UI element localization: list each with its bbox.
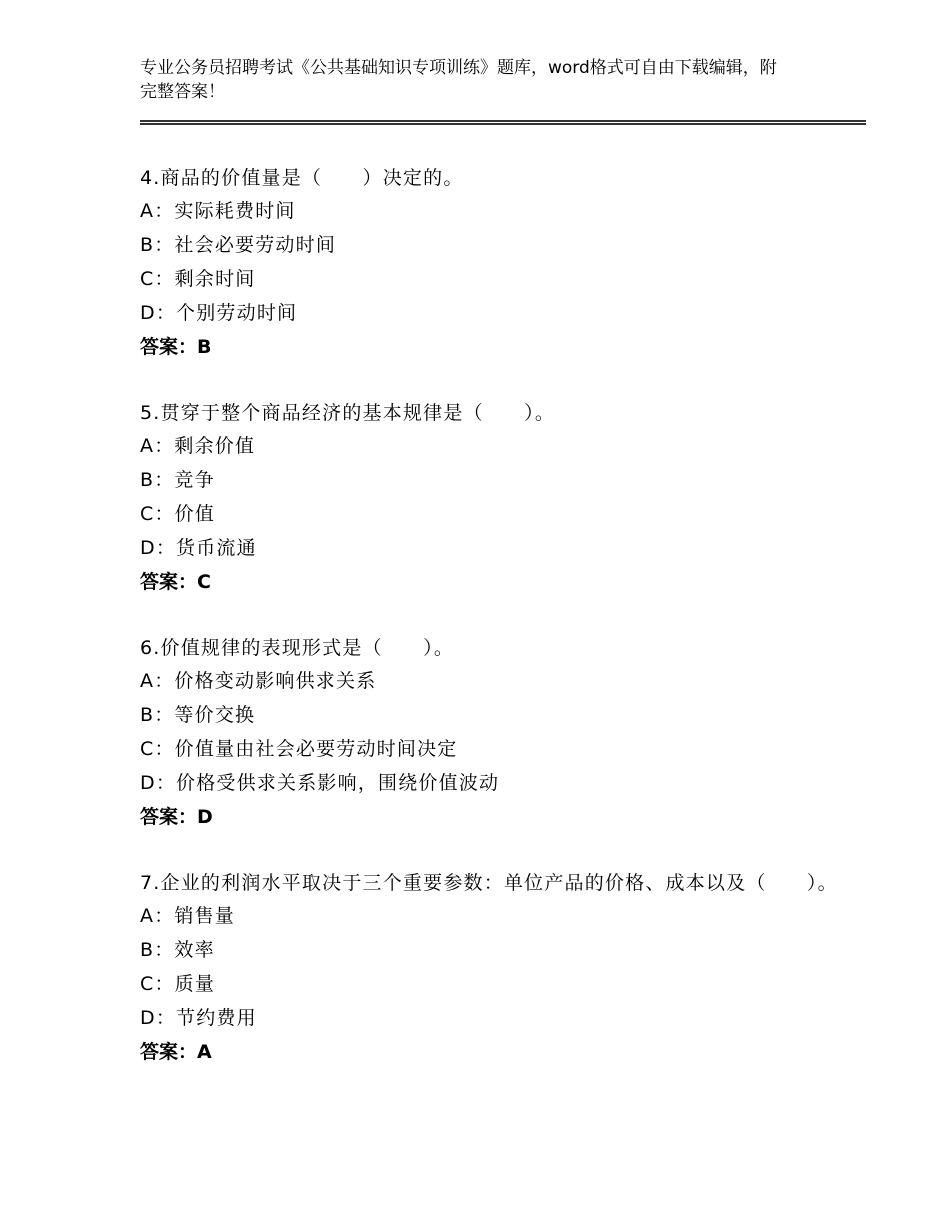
option-d: D：节约费用 <box>140 1007 257 1029</box>
question-list <box>140 162 840 1102</box>
question-6 <box>140 632 840 834</box>
option-d: D：价格受供求关系影响，围绕价值波动 <box>140 772 500 794</box>
option-c: C：质量 <box>140 973 216 995</box>
header-divider <box>140 120 866 125</box>
option-b: B：等价交换 <box>140 704 256 726</box>
answer: 答案：C <box>140 571 211 593</box>
question-4 <box>140 162 840 364</box>
option-b: B：效率 <box>140 939 215 961</box>
option-b: B：社会必要劳动时间 <box>140 234 337 256</box>
option-c: C：剩余时间 <box>140 268 256 290</box>
question-stem: 6.价值规律的表现形式是（ ）。 <box>140 637 455 659</box>
question-stem: 4.商品的价值量是（ ）决定的。 <box>140 167 464 189</box>
answer: 答案：A <box>140 1041 212 1063</box>
document-header: 专业公务员招聘考试《公共基础知识专项训练》题库，word格式可自由下载编辑，附完整答案！ <box>140 58 777 102</box>
answer: 答案：D <box>140 806 213 828</box>
question-7 <box>140 867 840 1069</box>
question-stem: 7.企业的利润水平取决于三个重要参数：单位产品的价格、成本以及（ ）。 <box>140 872 838 894</box>
option-c: C：价值 <box>140 503 216 525</box>
question-5 <box>140 397 840 599</box>
question-stem: 5.贯穿于整个商品经济的基本规律是（ ）。 <box>140 402 556 424</box>
option-a: A：价格变动影响供求关系 <box>140 670 377 692</box>
option-a: A：实际耗费时间 <box>140 200 296 222</box>
option-b: B：竞争 <box>140 469 215 491</box>
answer: 答案：B <box>140 336 212 358</box>
option-d: D：个别劳动时间 <box>140 302 298 324</box>
option-a: A：销售量 <box>140 905 235 927</box>
option-c: C：价值量由社会必要劳动时间决定 <box>140 738 458 760</box>
option-a: A：剩余价值 <box>140 435 256 457</box>
option-d: D：货币流通 <box>140 537 257 559</box>
